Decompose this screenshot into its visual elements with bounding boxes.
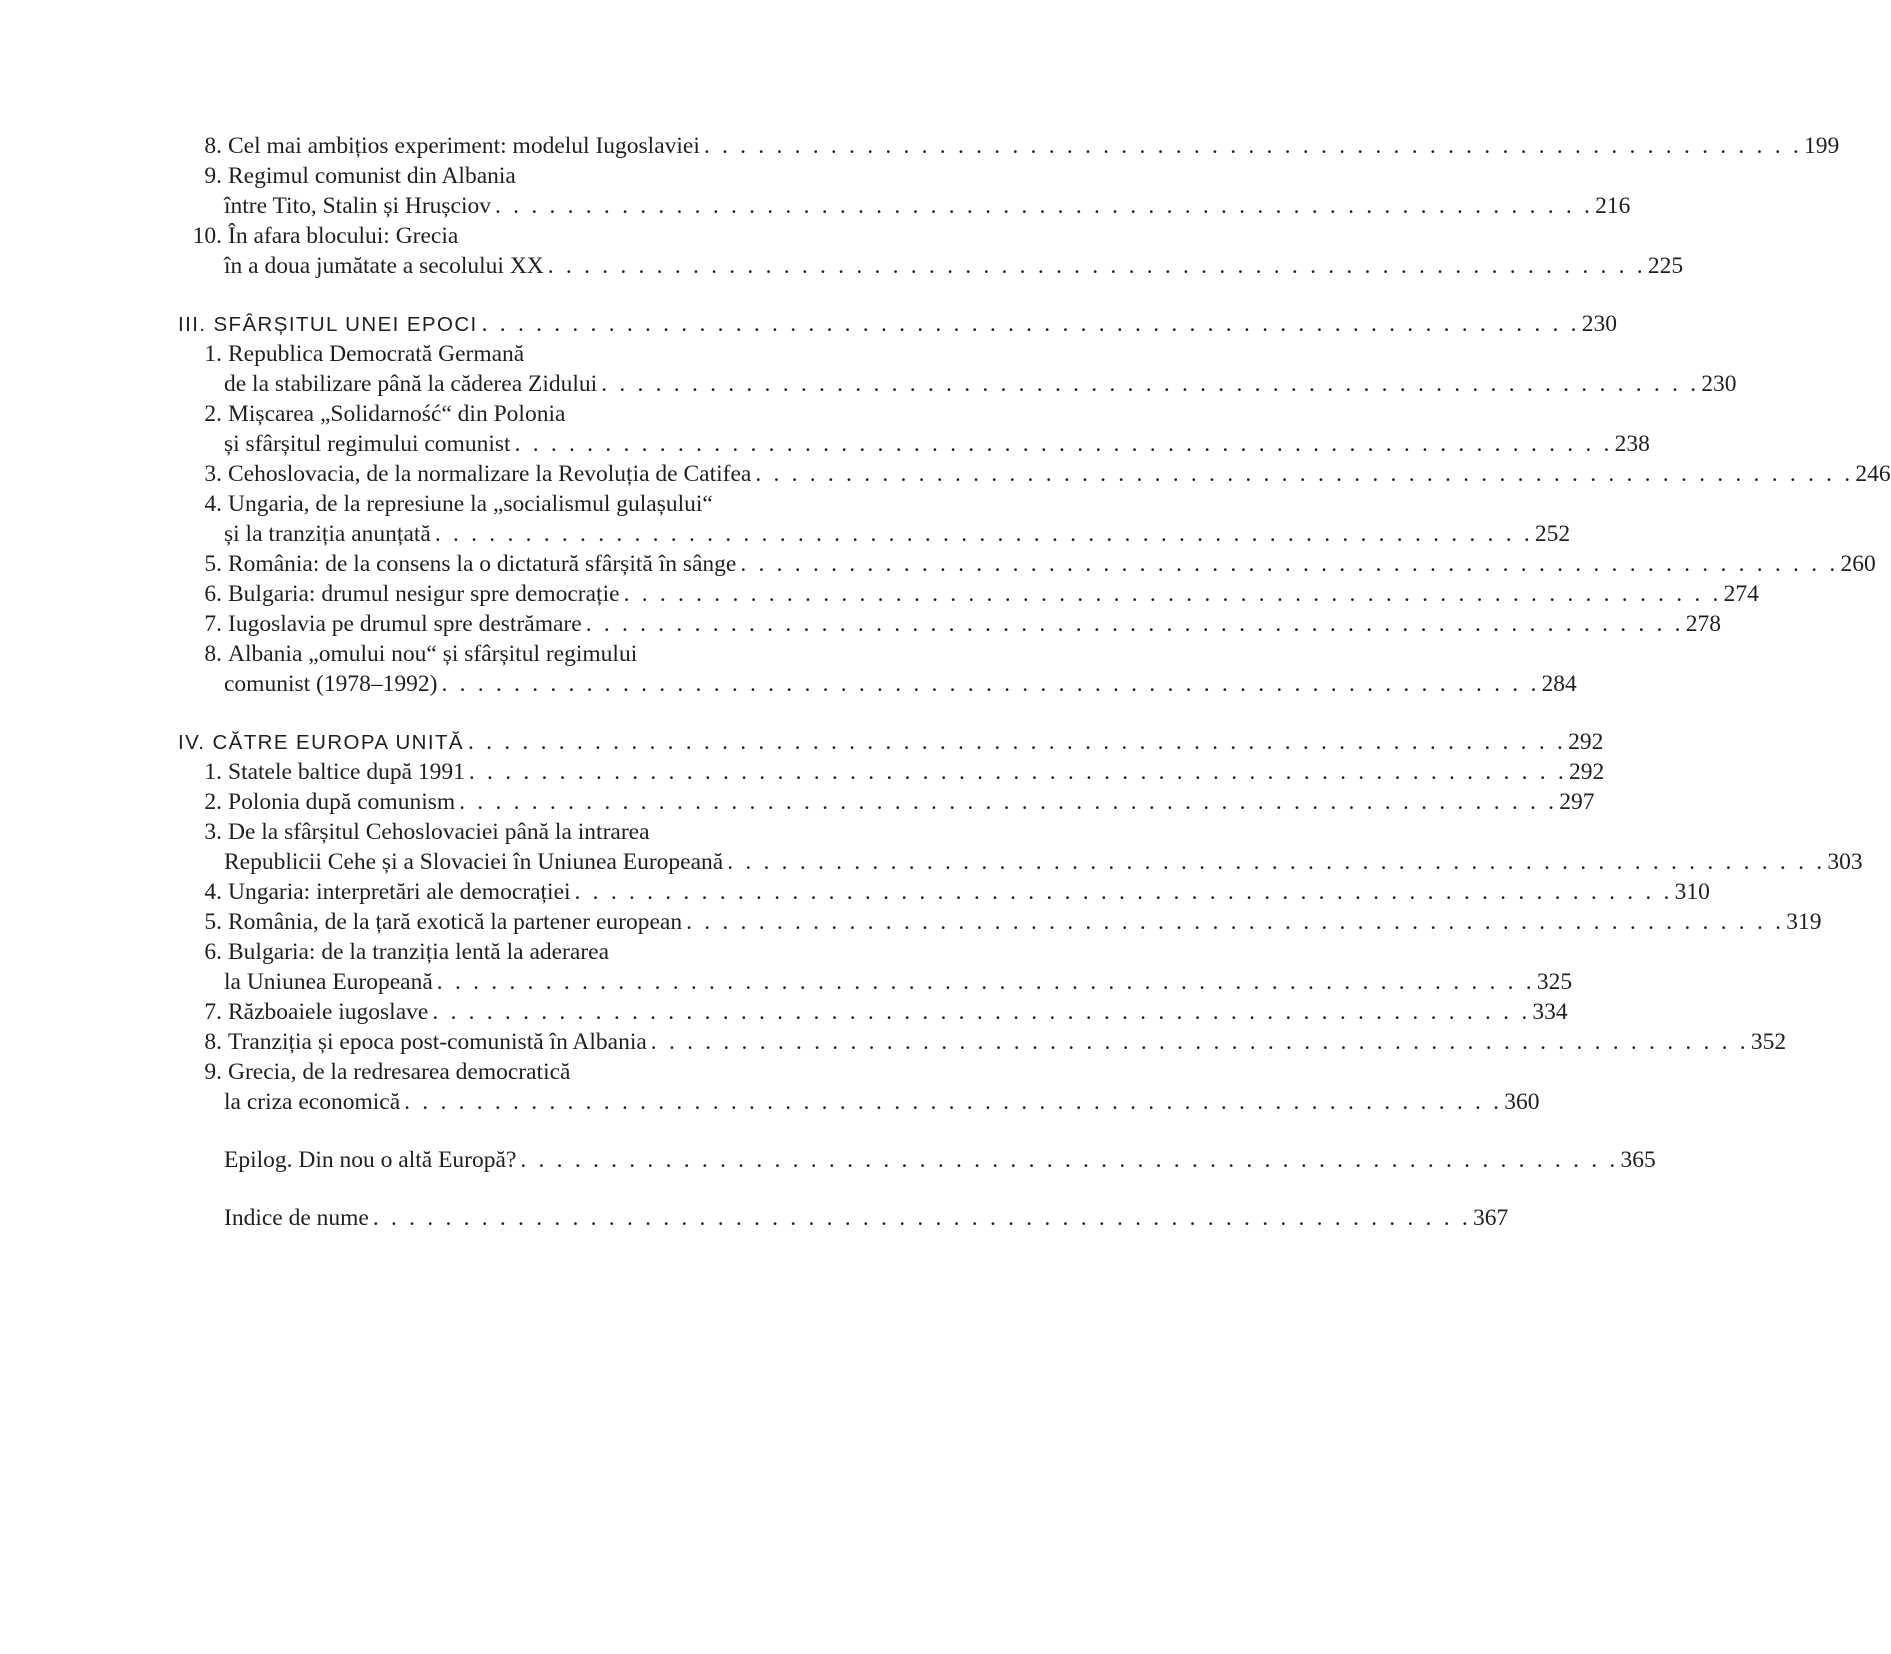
toc-page-number: 199 <box>1803 133 1840 159</box>
toc-epilogue <box>178 1145 1656 1175</box>
toc-leader-dots: . . . . . . . . . . . . . . . . . . . . . . . . . . . . . . . . . . . . . . . . . . . . . . . . . . . . . . . . . . . . . <box>372 1205 1471 1231</box>
toc-entry-number: 9. <box>204 163 222 189</box>
toc-entry-title: De la sfârșitul Cehoslovaciei până la intrarea <box>228 819 650 845</box>
toc-entry <box>178 549 1876 579</box>
toc-entry <box>178 579 1759 609</box>
toc-entry <box>178 1027 1787 1057</box>
toc-entry-title: Cehoslovacia, de la normalizare la Revoluția de Catifea <box>228 461 752 487</box>
toc-entry-title: România: de la consens la o dictatură sfârșită în sânge <box>228 551 737 577</box>
toc-entry-title: Mișcarea „Solidarność“ din Polonia <box>228 401 566 427</box>
toc-page-number: 252 <box>1534 521 1571 547</box>
toc-leader-dots: . . . . . . . . . . . . . . . . . . . . . . . . . . . . . . . . . . . . . . . . . . . . . . . . . . . . . . . . . . . . . <box>459 789 1558 815</box>
toc-leader-dots: . . . . . . . . . . . . . . . . . . . . . . . . . . . . . . . . . . . . . . . . . . . . . . . . . . . . . . . . . . . . . <box>703 133 1802 159</box>
toc-leader-dots: . . . . . . . . . . . . . . . . . . . . . . . . . . . . . . . . . . . . . . . . . . . . . . . . . . . . . . . . . . . . . <box>740 551 1839 577</box>
toc-leader-dots: . . . . . . . . . . . . . . . . . . . . . . . . . . . . . . . . . . . . . . . . . . . . . . . . . . . . . . . . . . . . . <box>574 879 1673 905</box>
toc-leader-dots: . . . . . . . . . . . . . . . . . . . . . . . . . . . . . . . . . . . . . . . . . . . . . . . . . . . . . . . . . . . . . <box>432 999 1531 1025</box>
toc-entry-title: Polonia după comunism <box>228 789 456 815</box>
toc-entry-continuation <box>178 519 1571 549</box>
toc-leader-dots: . . . . . . . . . . . . . . . . . . . . . . . . . . . . . . . . . . . . . . . . . . . . . . . . . . . . . . . . . . . . . <box>585 611 1684 637</box>
toc-page-number: 260 <box>1840 551 1876 577</box>
toc-entry-number: 3. <box>204 819 222 845</box>
toc-page-number: 230 <box>1701 371 1737 397</box>
toc-entry <box>178 877 1710 907</box>
toc-entry-title: Bulgaria: drumul nesigur spre democrație <box>228 581 620 607</box>
toc-entry-number: 5. <box>204 551 222 577</box>
toc-entry-title-cont: între Tito, Stalin și Hrușciov <box>224 193 492 219</box>
toc-leader-dots: . . . . . . . . . . . . . . . . . . . . . . . . . . . . . . . . . . . . . . . . . . . . . . . . . . . . . . . . . . . . . <box>468 759 1567 785</box>
toc-entry-continuation <box>178 429 1650 459</box>
toc-entry-title: Republica Democrată Germană <box>228 341 525 367</box>
toc-entry-continuation <box>178 847 1863 877</box>
toc-entry-title: Războaiele iugoslave <box>228 999 429 1025</box>
toc-entry-number: 8. <box>204 1029 222 1055</box>
toc-entry <box>178 161 924 191</box>
toc-entry-number: 1. <box>204 341 222 367</box>
toc-entry <box>178 459 1891 489</box>
toc-section-heading <box>178 727 1604 757</box>
toc-entry-title: Statele baltice după 1991 <box>228 759 465 785</box>
toc-page-number: 325 <box>1536 969 1573 995</box>
toc-section-heading <box>178 309 1617 339</box>
toc-entry-number: 9. <box>204 1059 222 1085</box>
toc-page-number: 319 <box>1786 909 1822 935</box>
toc-page-number: 292 <box>1568 759 1605 785</box>
toc-entry-title-cont: de la stabilizare până la căderea Zidului <box>224 371 598 397</box>
toc-entry-title-cont: comunist (1978–1992) <box>224 671 438 697</box>
toc-leader-dots: . . . . . . . . . . . . . . . . . . . . . . . . . . . . . . . . . . . . . . . . . . . . . . . . . . . . . . . . . . . . . <box>547 253 1646 279</box>
toc-entry-number: 2. <box>204 789 222 815</box>
toc-leader-dots: . . . . . . . . . . . . . . . . . . . . . . . . . . . . . . . . . . . . . . . . . . . . . . . . . . . . . . . . . . . . . <box>650 1029 1749 1055</box>
toc-entry <box>178 997 1568 1027</box>
toc-entry-number: 8. <box>204 641 222 667</box>
toc-entry <box>178 489 924 519</box>
toc-entry-number: 6. <box>204 581 222 607</box>
toc-entry-number: 5. <box>204 909 222 935</box>
toc-entry-number: 1. <box>204 759 222 785</box>
toc-leader-dots: . . . . . . . . . . . . . . . . . . . . . . . . . . . . . . . . . . . . . . . . . . . . . . . . . . . . . . . . . . . . . <box>686 909 1785 935</box>
toc-leader-dots: . . . . . . . . . . . . . . . . . . . . . . . . . . . . . . . . . . . . . . . . . . . . . . . . . . . . . . . . . . . . . <box>727 849 1826 875</box>
toc-page-number: 365 <box>1620 1147 1656 1173</box>
toc-leader-dots: . . . . . . . . . . . . . . . . . . . . . . . . . . . . . . . . . . . . . . . . . . . . . . . . . . . . . . . . . . . . . <box>495 193 1594 219</box>
toc-entry-title-cont: în a doua jumătate a secolului XX <box>224 253 544 279</box>
toc-entry <box>178 131 1840 161</box>
toc-entry-title: Bulgaria: de la tranziția lentă la aderarea <box>228 939 610 965</box>
toc-entry-title: Regimul comunist din Albania <box>228 163 516 189</box>
toc-entry <box>178 757 1605 787</box>
toc-entry-title: Grecia, de la redresarea democratică <box>228 1059 571 1085</box>
toc-entry <box>178 339 924 369</box>
toc-leader-dots: . . . . . . . . . . . . . . . . . . . . . . . . . . . . . . . . . . . . . . . . . . . . . . . . . . . . . . . . . . . . . <box>481 311 1580 337</box>
toc-leader-dots: . . . . . . . . . . . . . . . . . . . . . . . . . . . . . . . . . . . . . . . . . . . . . . . . . . . . . . . . . . . . . <box>467 729 1567 755</box>
toc-leader-dots: . . . . . . . . . . . . . . . . . . . . . . . . . . . . . . . . . . . . . . . . . . . . . . . . . . . . . . . . . . . . . <box>520 1147 1619 1173</box>
toc-entry-title: Ungaria: interpretări ale democrației <box>228 879 571 905</box>
toc-page-number: 303 <box>1827 849 1863 875</box>
toc-leader-dots: . . . . . . . . . . . . . . . . . . . . . . . . . . . . . . . . . . . . . . . . . . . . . . . . . . . . . . . . . . . . . <box>404 1089 1503 1115</box>
toc-entry-number: 7. <box>204 611 222 637</box>
toc-entry <box>178 1057 924 1087</box>
toc-entry-continuation <box>178 967 1573 997</box>
toc-entry-title-cont: Republicii Cehe și a Slovaciei în Uniunea Europeană <box>224 849 724 875</box>
toc-entry <box>178 399 924 429</box>
toc-entry-number: 2. <box>204 401 222 427</box>
toc-page-number: 367 <box>1472 1205 1509 1231</box>
toc-entry-number: 7. <box>204 999 222 1025</box>
toc-leader-dots: . . . . . . . . . . . . . . . . . . . . . . . . . . . . . . . . . . . . . . . . . . . . . . . . . . . . . . . . . . . . . <box>436 969 1535 995</box>
toc-entry <box>178 937 924 967</box>
toc-entry <box>178 907 1822 937</box>
toc-entry-number: 4. <box>204 491 222 517</box>
toc-entry <box>178 817 924 847</box>
toc-page-number: 284 <box>1541 671 1577 697</box>
toc-entry-title-cont: la Uniunea Europeană <box>224 969 433 995</box>
toc-entry-title-cont: la criza economică <box>224 1089 401 1115</box>
toc-leader-dots: . . . . . . . . . . . . . . . . . . . . . . . . . . . . . . . . . . . . . . . . . . . . . . . . . . . . . . . . . . . . . <box>623 581 1722 607</box>
toc-entry-title: Albania „omului nou“ și sfârșitul regimului <box>228 641 638 667</box>
toc-entry <box>178 609 1722 639</box>
toc-entry-continuation <box>178 1087 1540 1117</box>
table-of-contents <box>178 131 1891 1233</box>
toc-page-number: 274 <box>1723 581 1759 607</box>
toc-page-number: 360 <box>1504 1089 1540 1115</box>
toc-entry-number: 6. <box>204 939 222 965</box>
toc-entry-title-cont: și la tranziția anunțată <box>224 521 431 547</box>
toc-page-number: 216 <box>1595 193 1631 219</box>
section-title: IV. CĂTRE EUROPA UNITĂ <box>178 731 464 754</box>
toc-entry-continuation <box>178 251 1684 281</box>
toc-index <box>178 1203 1509 1233</box>
toc-page-number: 230 <box>1581 311 1617 337</box>
toc-page-number: 310 <box>1674 879 1710 905</box>
toc-page-number: 278 <box>1685 611 1722 637</box>
toc-entry-continuation <box>178 369 1737 399</box>
toc-entry-number: 8. <box>204 133 222 159</box>
toc-entry-continuation <box>178 191 1631 221</box>
toc-entry-title: Ungaria, de la represiune la „socialismul gulașului“ <box>228 491 713 517</box>
toc-entry <box>178 639 924 669</box>
section-title: III. SFÂRȘITUL UNEI EPOCI <box>178 313 478 336</box>
toc-page-number: 246 <box>1855 461 1891 487</box>
toc-entry-continuation <box>178 669 1577 699</box>
toc-entry-title: Indice de nume <box>224 1205 369 1231</box>
toc-entry-title: Iugoslavia pe drumul spre destrămare <box>228 611 582 637</box>
toc-entry-title: Cel mai ambițios experiment: modelul Iugoslaviei <box>228 133 700 159</box>
toc-leader-dots: . . . . . . . . . . . . . . . . . . . . . . . . . . . . . . . . . . . . . . . . . . . . . . . . . . . . . . . . . . . . . <box>755 461 1854 487</box>
toc-leader-dots: . . . . . . . . . . . . . . . . . . . . . . . . . . . . . . . . . . . . . . . . . . . . . . . . . . . . . . . . . . . . . <box>514 431 1613 457</box>
toc-entry-title: În afara blocului: Grecia <box>228 223 459 249</box>
toc-entry <box>178 787 1595 817</box>
toc-entry-number: 10. <box>192 223 222 249</box>
toc-leader-dots: . . . . . . . . . . . . . . . . . . . . . . . . . . . . . . . . . . . . . . . . . . . . . . . . . . . . . . . . . . . . . <box>441 671 1540 697</box>
toc-entry-number: 3. <box>204 461 222 487</box>
toc-leader-dots: . . . . . . . . . . . . . . . . . . . . . . . . . . . . . . . . . . . . . . . . . . . . . . . . . . . . . . . . . . . . . <box>434 521 1533 547</box>
toc-entry-title-cont: și sfârșitul regimului comunist <box>224 431 511 457</box>
toc-page-number: 297 <box>1559 789 1595 815</box>
toc-leader-dots: . . . . . . . . . . . . . . . . . . . . . . . . . . . . . . . . . . . . . . . . . . . . . . . . . . . . . . . . . . . . . <box>601 371 1700 397</box>
toc-entry <box>178 221 924 251</box>
toc-page-number: 334 <box>1532 999 1568 1025</box>
toc-entry-title: România, de la țară exotică la partener european <box>228 909 683 935</box>
toc-entry-number: 4. <box>204 879 222 905</box>
toc-page-number: 352 <box>1750 1029 1787 1055</box>
toc-entry-title: Tranziția și epoca post-comunistă în Albania <box>228 1029 647 1055</box>
toc-page-number: 238 <box>1614 431 1650 457</box>
toc-page-number: 292 <box>1568 729 1604 755</box>
toc-entry-title: Epilog. Din nou o altă Europă? <box>224 1147 517 1173</box>
toc-page-number: 225 <box>1647 253 1684 279</box>
